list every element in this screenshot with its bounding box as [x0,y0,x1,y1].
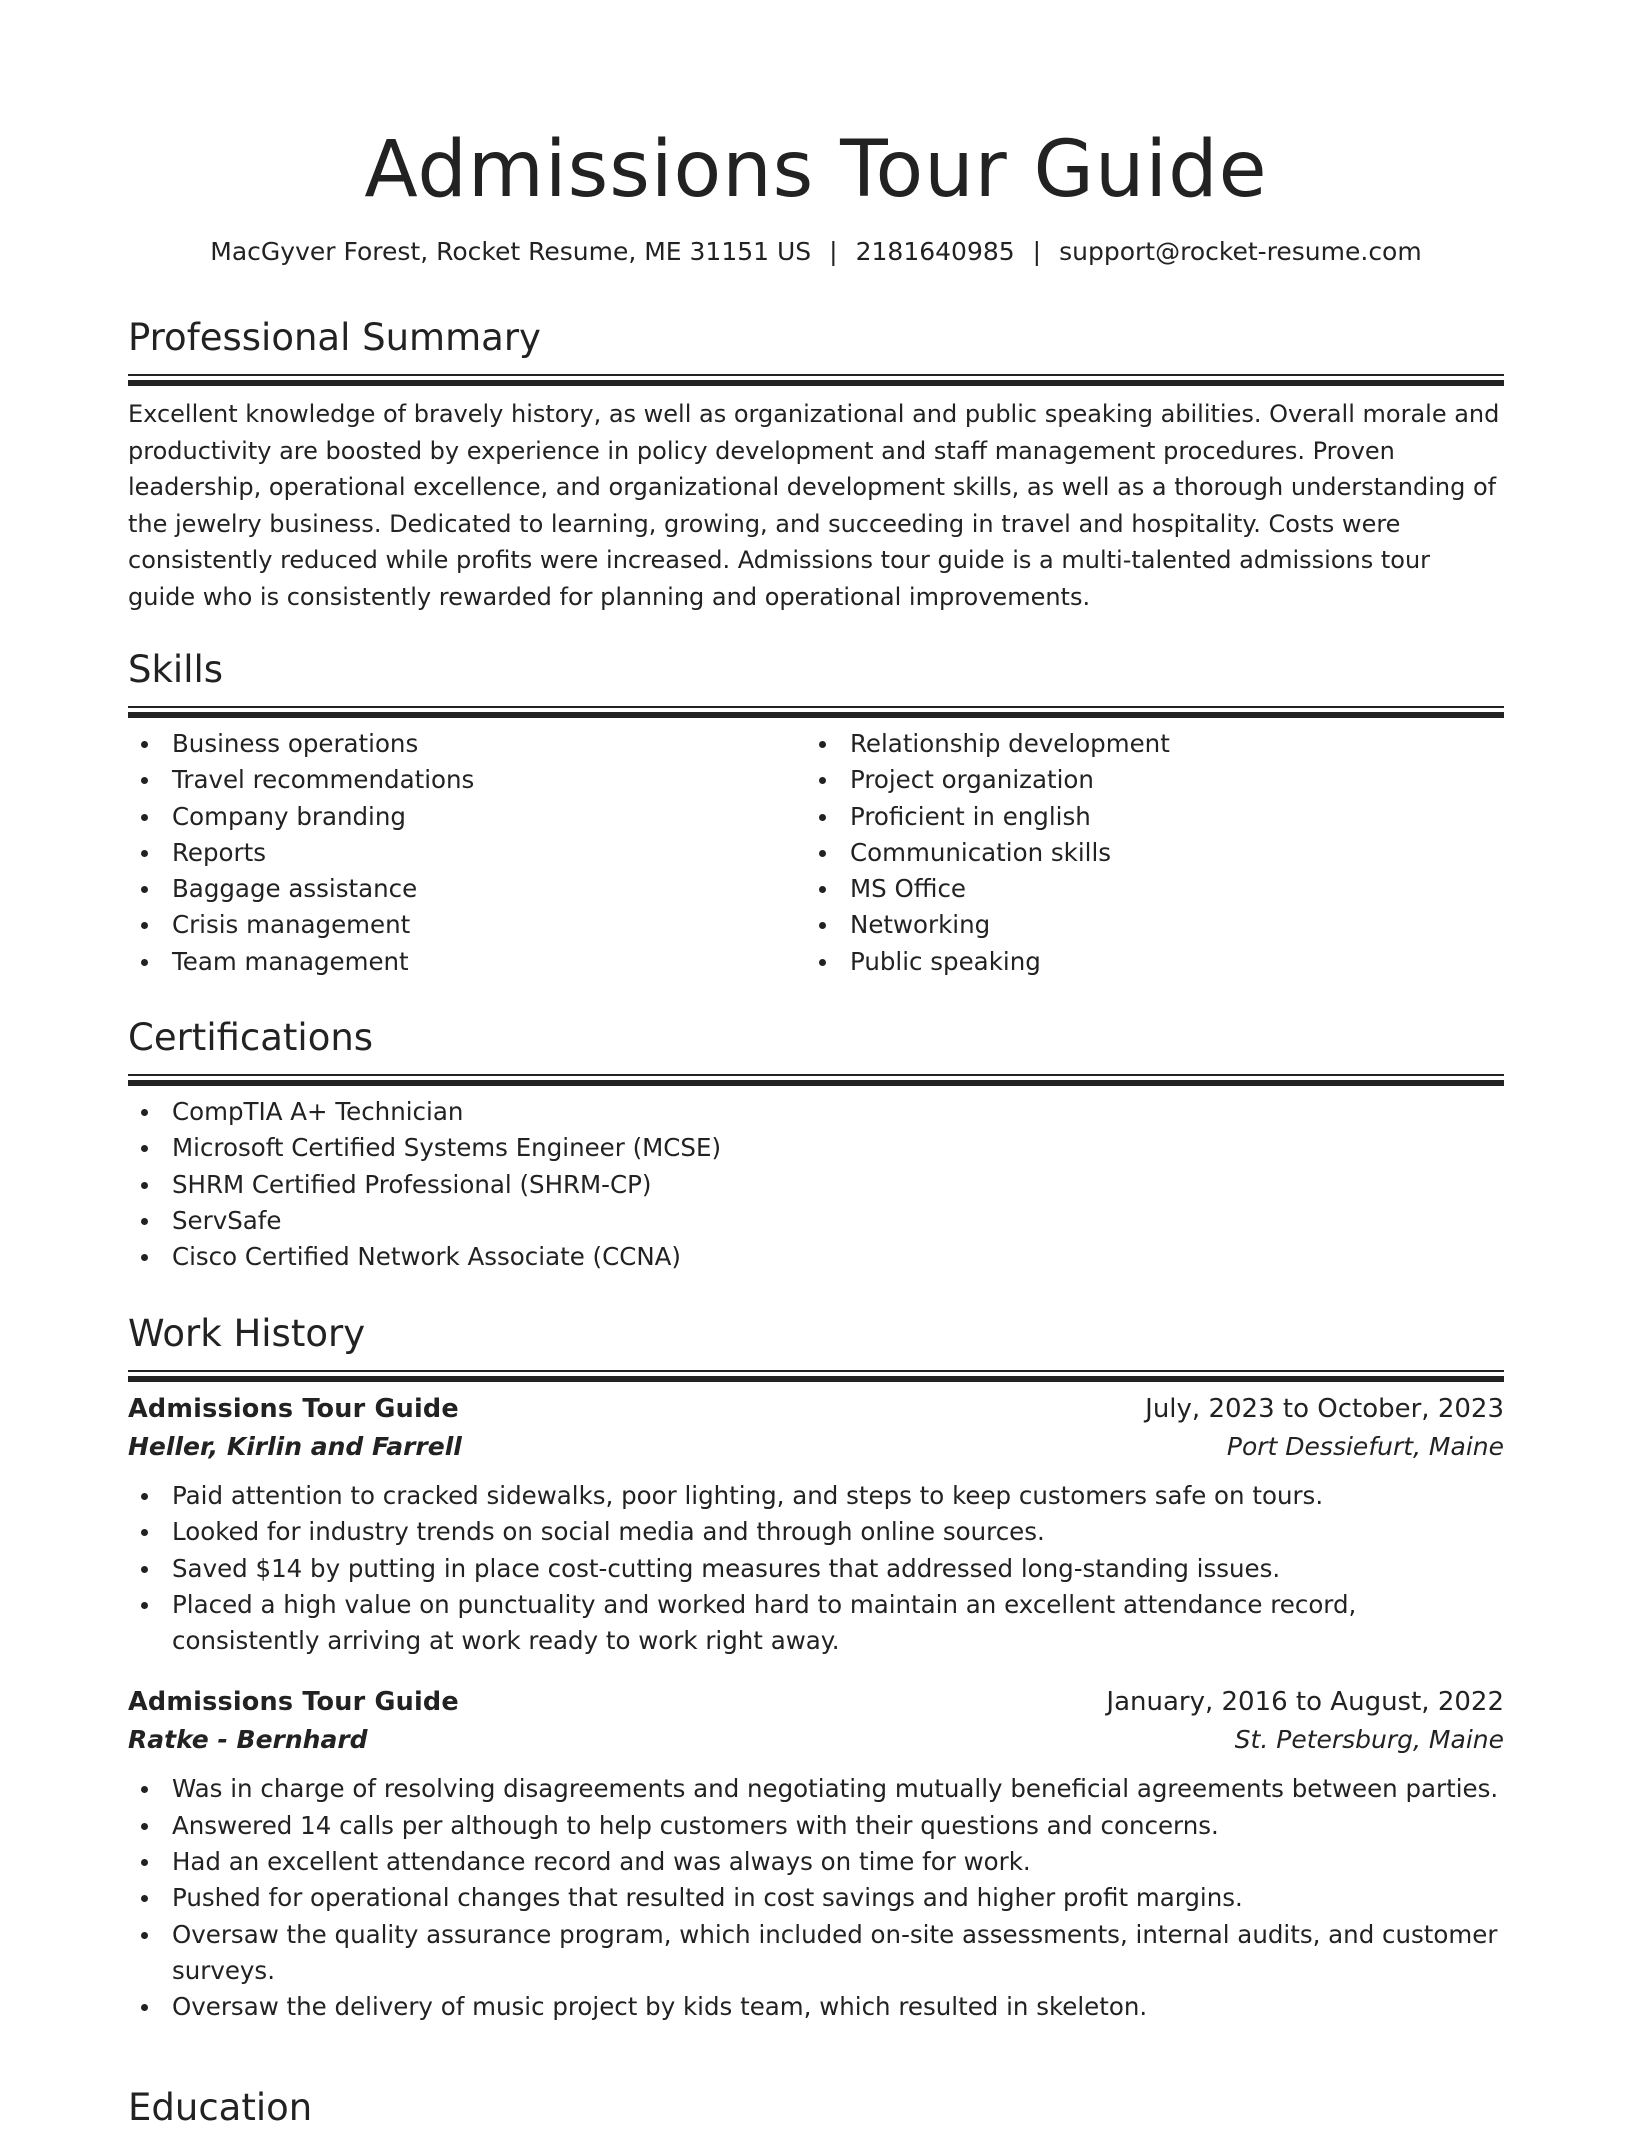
skill-item: Proficient in english [806,799,1484,835]
job-duty: Had an excellent attendance record and was always on time for work. [128,1844,1504,1880]
job-title: Admissions Tour Guide [128,1394,459,1424]
skills-list-right [806,726,1484,980]
summary-text: Excellent knowledge of bravely history, as well as organizational and public speaking abilities. Overall morale and productivity are boosted by experience in policy development and staff management procedures. Proven leadership, operational excellence, and organizational development skills, as well as a thorough understanding of the jewelry business. Dedicated to learning, growing, and succeeding in travel and hospitality. Costs were consistently reduced while profits were increased. Admissions tour guide is a multi-talented admissions tour guide who is consistently rewarded for planning and operational improvements. [128,400,1500,611]
job-duty: Looked for industry trends on social media and through online sources. [128,1514,1504,1550]
skill-item: Project organization [806,762,1484,798]
job-entry [128,1683,1504,2025]
skill-item: Communication skills [806,835,1484,871]
skills-grid [128,718,1504,980]
job-company: Ratke - Bernhard [128,1725,368,1755]
job-duty: Oversaw the quality assurance program, which included on-site assessments, internal audits, and customer surveys. [128,1917,1504,1990]
job-header [128,1390,1504,1428]
job-duty: Oversaw the delivery of music project by kids team, which resulted in skeleton. [128,1989,1504,2025]
resume-name: Admissions Tour Guide [364,125,1268,215]
section-divider [128,1074,1504,1086]
job-location: Port Dessiefurt, Maine [1226,1432,1504,1461]
section-title-skills: Skills [128,648,224,691]
job-duty: Pushed for operational changes that resulted in cost savings and higher profit margins. [128,1880,1504,1916]
job-duty: Saved $14 by putting in place cost-cutting measures that addressed long-standing issues. [128,1551,1504,1587]
job-company: Heller, Kirlin and Farrell [128,1432,462,1461]
certification-item: Cisco Certified Network Associate (CCNA) [128,1239,1504,1275]
skills-list-left [128,726,806,980]
job-entry [128,1390,1504,1659]
contact-phone: 2181640985 [855,237,1015,266]
section-title-work: Work History [128,1312,366,1355]
certifications-list [128,1094,1504,1275]
job-location: St. Petersburg, Maine [1234,1725,1504,1755]
contact-line [128,235,1504,269]
job-duty: Was in charge of resolving disagreements and negotiating mutually beneficial agreements between parties. [128,1771,1504,1807]
contact-separator: | [829,237,838,266]
contact-email: support@rocket-resume.com [1059,237,1422,266]
skills-section [128,646,1504,980]
job-subheader [128,1721,1504,1759]
skill-item: Networking [806,907,1484,943]
skill-item: Public speaking [806,944,1484,980]
certification-item: CompTIA A+ Technician [128,1094,1504,1130]
job-duties [128,1478,1504,1659]
job-duty: Placed a high value on punctuality and worked hard to maintain an excellent attendance record, consistently arriving at work ready to work right away. [128,1587,1504,1660]
job-dates: January, 2016 to August, 2022 [1106,1687,1504,1718]
job-title: Admissions Tour Guide [128,1687,459,1718]
skill-item: MS Office [806,871,1484,907]
skill-item: Company branding [128,799,806,835]
contact-address: MacGyver Forest, Rocket Resume, ME 31151 US [210,237,812,266]
job-duty: Answered 14 calls per although to help customers with their questions and concerns. [128,1808,1504,1844]
job-dates: July, 2023 to October, 2023 [1145,1394,1504,1424]
skill-item: Business operations [128,726,806,762]
job-duties [128,1771,1504,2025]
job-subheader [128,1428,1504,1466]
skill-item: Reports [128,835,806,871]
section-divider [128,1370,1504,1382]
skill-item: Crisis management [128,907,806,943]
skill-item: Relationship development [806,726,1484,762]
section-title-certifications: Certifications [128,1016,374,1059]
section-divider [128,374,1504,386]
section-title-summary: Professional Summary [128,316,541,359]
certification-item: Microsoft Certified Systems Engineer (MCSE) [128,1130,1504,1166]
education-section [128,2084,1504,2132]
section-divider [128,706,1504,718]
certification-item: SHRM Certified Professional (SHRM-CP) [128,1167,1504,1203]
work-history-section [128,1310,1504,2026]
summary-section [128,314,1504,615]
skill-item: Baggage assistance [128,871,806,907]
skill-item: Travel recommendations [128,762,806,798]
resume-page [128,0,1504,2129]
job-duty: Paid attention to cracked sidewalks, poor lighting, and steps to keep customers safe on tours. [128,1478,1504,1514]
contact-separator: | [1032,237,1042,266]
section-title-education: Education [128,2086,313,2129]
job-header [128,1683,1504,1721]
certifications-section [128,1014,1504,1275]
certification-item: ServSafe [128,1203,1504,1239]
skill-item: Team management [128,944,806,980]
